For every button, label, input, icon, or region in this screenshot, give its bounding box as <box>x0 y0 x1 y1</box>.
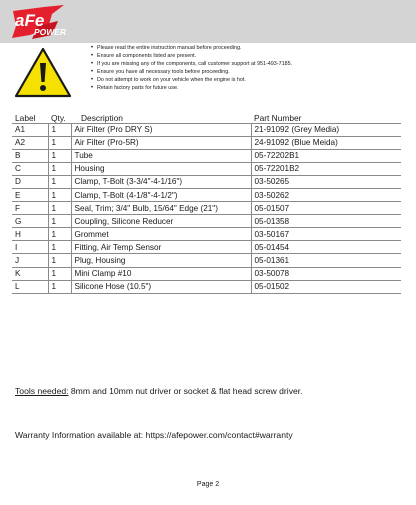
cell-part-number: 05-01507 <box>251 202 401 215</box>
parts-table <box>12 110 401 294</box>
cell-part-number: 21-91092 (Grey Media) <box>251 123 401 136</box>
warning-note: • Retain factory parts for future use. <box>91 84 411 92</box>
cell-label: D <box>12 175 48 188</box>
cell-qty: 1 <box>48 228 71 241</box>
warranty-info: Warranty Information available at: https://afepower.com/contact#warranty <box>15 430 293 440</box>
cell-label: I <box>12 241 48 254</box>
cell-description: Clamp, T-Bolt (3-3/4"-4-1/16") <box>71 175 251 188</box>
header-qty: Qty. <box>51 112 66 123</box>
tools-text: 8mm and 10mm nut driver or socket & flat head screw driver. <box>68 386 303 396</box>
cell-description: Air Filter (Pro DRY S) <box>71 123 251 136</box>
cell-label: H <box>12 228 48 241</box>
cell-label: A2 <box>12 136 48 149</box>
cell-label: K <box>12 267 48 280</box>
cell-part-number: 05-72201B2 <box>251 162 401 175</box>
cell-label: G <box>12 215 48 228</box>
cell-description: Air Filter (Pro-5R) <box>71 136 251 149</box>
cell-qty: 1 <box>48 267 71 280</box>
cell-qty: 1 <box>48 254 71 267</box>
table-row <box>12 136 401 149</box>
cell-qty: 1 <box>48 162 71 175</box>
cell-qty: 1 <box>48 215 71 228</box>
table-row <box>12 175 401 188</box>
page-number: Page 2 <box>196 481 220 488</box>
tools-label: Tools needed: <box>15 386 69 396</box>
logo-text: aFe <box>15 11 45 30</box>
table-row <box>12 162 401 175</box>
cell-description: Coupling, Silicone Reducer <box>71 215 251 228</box>
warning-note: • Ensure you have all necessary tools before proceeding. <box>91 68 411 76</box>
table-header-row <box>12 110 401 123</box>
cell-label: B <box>12 149 48 162</box>
warning-note: • Ensure all components listed are present. <box>91 52 411 60</box>
warning-triangle-icon <box>13 46 73 100</box>
cell-qty: 1 <box>48 136 71 149</box>
logo-subtext: POWER <box>34 27 66 37</box>
cell-label: F <box>12 202 48 215</box>
cell-qty: 1 <box>48 149 71 162</box>
cell-part-number: 05-01502 <box>251 280 401 293</box>
warning-note: • Please read the entire instruction manual before proceeding. <box>91 44 411 52</box>
warning-note: • If you are missing any of the components, call customer support at 951-493-7185. <box>91 60 411 68</box>
cell-description: Plug, Housing <box>71 254 251 267</box>
table-row <box>12 149 401 162</box>
cell-description: Mini Clamp #10 <box>71 267 251 280</box>
cell-qty: 1 <box>48 175 71 188</box>
cell-qty: 1 <box>48 123 71 136</box>
table-row <box>12 228 401 241</box>
header-description: Description <box>81 112 123 123</box>
cell-part-number: 03-50078 <box>251 267 401 280</box>
cell-part-number: 05-01361 <box>251 254 401 267</box>
cell-part-number: 03-50265 <box>251 175 401 188</box>
parts-table-body <box>12 123 401 293</box>
cell-label: E <box>12 188 48 201</box>
cell-part-number: 03-50262 <box>251 188 401 201</box>
warning-note: • Do not attempt to work on your vehicle when the engine is hot. <box>91 76 411 84</box>
cell-part-number: 03-50167 <box>251 228 401 241</box>
tools-needed <box>15 386 303 396</box>
table-row <box>12 202 401 215</box>
warning-notes-list <box>91 44 411 93</box>
cell-description: Tube <box>71 149 251 162</box>
cell-part-number: 05-72202B1 <box>251 149 401 162</box>
cell-label: J <box>12 254 48 267</box>
cell-qty: 1 <box>48 202 71 215</box>
cell-label: L <box>12 280 48 293</box>
cell-part-number: 24-91092 (Blue Meida) <box>251 136 401 149</box>
cell-part-number: 05-01358 <box>251 215 401 228</box>
cell-description: Clamp, T-Bolt (4-1/8"-4-1/2") <box>71 188 251 201</box>
table-row <box>12 188 401 201</box>
table-row <box>12 267 401 280</box>
header-part-number: Part Number <box>254 112 302 123</box>
cell-part-number: 05-01454 <box>251 241 401 254</box>
table-row <box>12 280 401 293</box>
cell-description: Silicone Hose (10.5") <box>71 280 251 293</box>
header-label: Label <box>15 112 36 123</box>
cell-description: Fitting, Air Temp Sensor <box>71 241 251 254</box>
cell-label: C <box>12 162 48 175</box>
table-row <box>12 254 401 267</box>
cell-qty: 1 <box>48 188 71 201</box>
table-row <box>12 123 401 136</box>
cell-qty: 1 <box>48 280 71 293</box>
table-row <box>12 215 401 228</box>
cell-qty: 1 <box>48 241 71 254</box>
cell-description: Housing <box>71 162 251 175</box>
cell-description: Seal, Trim; 3/4" Bulb, 15/64" Edge (21") <box>71 202 251 215</box>
afe-power-logo <box>8 2 66 42</box>
cell-description: Grommet <box>71 228 251 241</box>
table-row <box>12 241 401 254</box>
cell-label: A1 <box>12 123 48 136</box>
